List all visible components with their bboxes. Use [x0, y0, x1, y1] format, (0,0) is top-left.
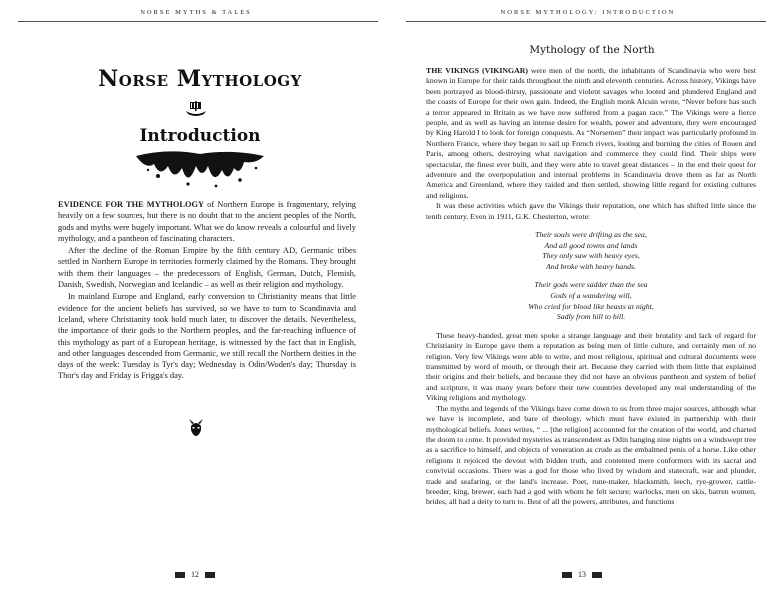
- poem-line: Who cried for blood like beasts at night,: [528, 301, 654, 311]
- viking-ship-icon: [185, 100, 207, 118]
- poem-line: And broke with heavy hands.: [545, 261, 636, 271]
- paragraph: In mainland Europe and England, early conversion to Christianity means that little evidence for the ancient beliefs has survived, so we have to turn to Scandinavia and Iceland, where Christianity took hold much later, to discover the details. Nevertheless, the importance of their gods to the Northern peoples, and the far-reaching influence of this mythology as part of a European heritage, is witnessed by the fact that in English, and other languages descended from Germanic, we still recall the Northern deities in the days of the week: Tuesday is Tyr's day; Wednesday is Odin/Woden's day; Thursday is Thor's day and Friday is Frigga's day.: [58, 292, 356, 381]
- page-number: 13: [578, 570, 586, 579]
- chapter-title: Mythology of the North: [529, 44, 655, 56]
- folio-ornament: [205, 572, 215, 578]
- paragraph: It was these activities which gave the Vikings their reputation, one which has shifted little since the tenth century. Even in 1911, G.K. Chesterton, wrote:: [426, 201, 756, 221]
- book-title: Norse Mythology: [98, 66, 302, 92]
- right-body-text: [426, 66, 756, 508]
- paragraph: [58, 199, 356, 244]
- paragraph-text: were men of the north, the inhabitants of Scandinavia who were best known in Europe for their raids throughout the ninth and eleventh centuries. Across history, Vikings have been portrayed as blood-thirsty, passionate and violent savages who looted and plundered England and the coasts of Europe for their own gain. Indeed, the English monk Alcuin wrote, “Never before has such a terror appeared in Britain as we have now suffered from a pagan race.” The Vikings were a fierce people, and as well as having an intense desire for wealth, power and adventure, they were encouraged by King Harold I to look for foreign conquests. As “Norsemen” their impact was particularly profound in Northern France, where they began to sail up French rivers, looting and burning the cities of Rouen and Paris, among others, destroying what navigation and commerce they could find. Their ships were spectacular, the finest ever built, and they were able to travel great distances – in the end their quest for adventure and the overpopulation and internal problems in Scandinavia drove them as far as North America and Greenland, where they raided and then settled, showing little regard for existing cultures and religions.: [426, 66, 756, 200]
- paragraph-text: of Northern Europe is fragmentary, relying heavily on a few sources, but there is no doubt that to the ancient peoples of the North, gods and myths were hugely important. What we do know reveals a colourful and lively mythology, and a pantheon of fascinating characters.: [58, 200, 356, 243]
- lead-in: EVIDENCE FOR THE MYTHOLOGY: [58, 200, 205, 209]
- paragraph: These heavy-handed, great men spoke a strange language and their brutality and lack of regard for Christianity in Europe gave them a reputation as being men of little culture, and certainly men of no religion. Very few Vikings were able to write, and most religious, spiritual and cultural documents were transmitted by word of mouth, or through their art. Because they carried with them little that explained their origins and their beliefs, and because they did not have an obvious pantheon and system of belief and scripture, it was many years before their new countries developed any real understanding of the Viking religions and mythology.: [426, 330, 756, 403]
- folio-ornament: [562, 572, 572, 578]
- folio-ornament: [592, 572, 602, 578]
- poem-line: They only saw with heavy eyes,: [542, 251, 640, 261]
- lead-in: THE VIKINGS (VIKINGAR): [426, 66, 528, 75]
- header-rule: [406, 21, 766, 22]
- page-number: 12: [191, 570, 199, 579]
- running-head-left: NORSE MYTHS & TALES: [140, 9, 252, 16]
- poem-line: Their souls were drifting as the sea,: [535, 230, 647, 240]
- viking-helmet-icon: [186, 417, 206, 437]
- poem-stanza: [426, 280, 756, 322]
- poem-line: Gods of a wandering will,: [550, 291, 632, 301]
- poem-line: Sadly from hill to hill.: [556, 312, 626, 322]
- page-number-left: [175, 570, 215, 579]
- left-body-text: [58, 199, 356, 383]
- folio-ornament: [175, 572, 185, 578]
- right-page: [392, 0, 784, 600]
- poem-line: And all good towns and lands: [544, 240, 638, 250]
- page-number-right: [562, 570, 602, 579]
- poem-quotation: [426, 230, 756, 323]
- poem-stanza: [426, 230, 756, 272]
- ink-splatter-ornament: [128, 146, 270, 190]
- running-head-right: NORSE MYTHOLOGY: INTRODUCTION: [500, 9, 676, 16]
- header-rule: [18, 21, 378, 22]
- paragraph: After the decline of the Roman Empire by the fifth century AD, Germanic tribes settled in Northern Europe in territories formerly claimed by the Romans. They brought with them their languages – the predecessors of English, German, Dutch, Flemish, Danish, Swedish, Norwegian and Icelandic – as well as their religion and mythology.: [58, 246, 356, 290]
- poem-line: Their gods were sadder than the sea: [534, 280, 648, 290]
- paragraph: [426, 66, 756, 201]
- section-title: Introduction: [139, 126, 261, 146]
- paragraph: The myths and legends of the Vikings have come down to us from three major sources, although what we have is incomplete, and bare of theology, which must have existed in partnership with their mythological beliefs. Jones writes, “ ... [the religion] accounted for the creation of the world, and charted the doom to come. It provided mysteries as transcendent as Odin hanging nine nights on a windswept tree as a sacrifice to himself, and objects of veneration as crude as the embalmed penis of a horse. Like other religions it rejoiced the devout with bidden truth, and contented mere conformers with its sacral and convivial occasions. There was a god for those who lived by wisdom and statecraft, war and plunder, trade and seafaring, or the land's increase. Poet, rune-maker, blacksmith, leech, rye-grower, cattle-breeder, king, brewer, each had a god with whom he felt secure; warlocks, men on skis, barren women, brides, all had a deity to turn to. Best of all the powers, attributes, and functions: [426, 403, 756, 507]
